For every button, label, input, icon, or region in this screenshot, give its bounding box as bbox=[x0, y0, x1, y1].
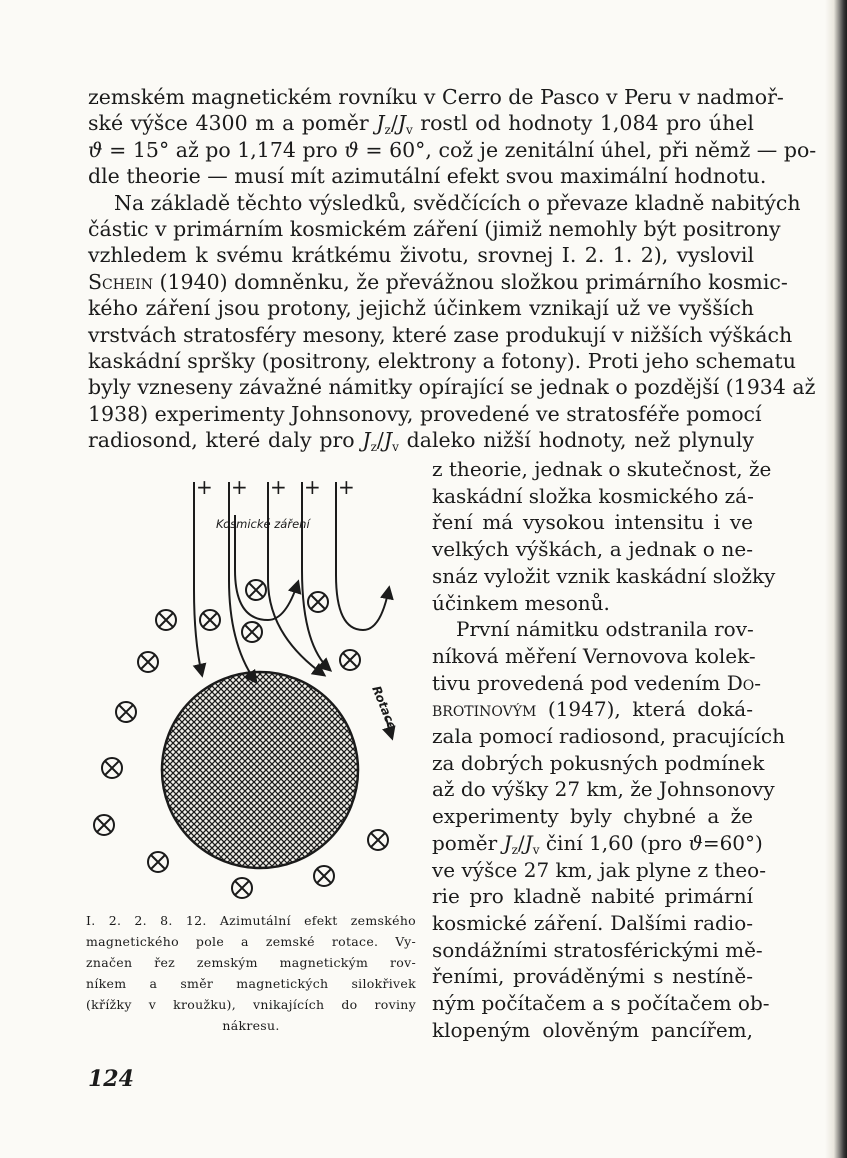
caption-line: nákresu. bbox=[222, 1018, 280, 1033]
figure-caption bbox=[86, 910, 416, 1036]
earth-disc bbox=[162, 672, 358, 868]
plus-sign: + bbox=[304, 475, 321, 499]
body-line: 1938) experimenty Johnsonovy, provedené ve stratosféře pomocí bbox=[88, 401, 762, 426]
field-line-marker bbox=[116, 702, 136, 722]
field-line-marker bbox=[246, 580, 266, 600]
plus-sign: + bbox=[270, 475, 287, 499]
field-line-marker bbox=[138, 652, 158, 672]
plus-sign: + bbox=[231, 475, 248, 499]
field-line-marker bbox=[368, 830, 388, 850]
right-column-line: až do výšky 27 km, že Johnsonovy bbox=[432, 777, 775, 802]
right-column-line: z theorie, jednak o skutečnost, že bbox=[432, 457, 772, 481]
field-line-marker bbox=[314, 866, 334, 886]
caption-line: (křížky v kroužku), vnikajících do roviny bbox=[86, 997, 416, 1012]
right-column-line: velkých výškách, a jednak o ne- bbox=[432, 537, 753, 562]
ray-path-1 bbox=[194, 482, 202, 675]
field-line-marker bbox=[200, 610, 220, 630]
right-column-line: rie pro kladně nabité primární bbox=[432, 884, 753, 909]
right-column-line: za dobrých pokusných podmínek bbox=[432, 750, 765, 775]
right-column-line: sondážními stratosférickými mě- bbox=[432, 937, 763, 962]
right-column-line: zala pomocí radiosond, pracujících bbox=[432, 724, 786, 748]
ray-path-4 bbox=[302, 482, 330, 670]
field-line-marker bbox=[94, 815, 114, 835]
right-column-line: poměr $J_z/J_v$ činí 1,60 (pro ϑ=60°) bbox=[432, 830, 763, 857]
field-line-marker bbox=[232, 878, 252, 898]
right-column-line: účinkem mesonů. bbox=[432, 590, 610, 615]
right-column-line: snáz vyložit vznik kaskádní složky bbox=[432, 563, 776, 588]
plus-sign: + bbox=[338, 475, 355, 499]
right-column-line: První námitku odstranila rov- bbox=[456, 617, 754, 642]
right-column-line: kosmické záření. Dalšími radio- bbox=[432, 910, 753, 935]
body-line: vrstvách stratosféry mesony, které zase produkují v nižších výškách bbox=[88, 322, 793, 347]
caption-line: magnetického pole a zemské rotace. Vy- bbox=[86, 934, 416, 949]
right-column-line: experimenty byly chybné a že bbox=[432, 804, 753, 829]
azimuthal-effect-figure bbox=[86, 470, 426, 910]
field-line-marker bbox=[102, 758, 122, 778]
right-column-line: řeními, prováděnými s nestíně- bbox=[432, 964, 753, 989]
body-line: částic v primárním kosmickém záření (jimiž nemohly být positrony bbox=[88, 217, 781, 241]
right-column-line: ve výšce 27 km, jak plyne z theo- bbox=[432, 857, 766, 882]
plus-sign: + bbox=[196, 475, 213, 499]
caption-line: značen řez zemským magnetickým rov- bbox=[86, 955, 416, 970]
right-column-line: klopeným olověným pancířem, bbox=[432, 1017, 753, 1042]
body-line: Schein (1940) domněnku, že převážnou složkou primárního kosmic- bbox=[88, 269, 788, 294]
caption-line: I. 2. 2. 8. 12. Azimutální efekt zemského bbox=[86, 913, 416, 928]
body-line: Na základě těchto výsledků, svědčících o převaze kladně nabitých bbox=[114, 190, 801, 215]
field-line-marker bbox=[308, 592, 328, 612]
body-line: dle theorie — musí mít azimutální efekt svou maximální hodnotu. bbox=[88, 164, 767, 189]
body-line: kého záření jsou protony, jejichž účinkem vznikají už ve vyšších bbox=[88, 296, 754, 321]
body-line: byly vzneseny závažné námitky opírající se jednak o pozdější (1934 až bbox=[88, 375, 816, 400]
right-column-line: níková měření Vernovova kolek- bbox=[432, 643, 756, 668]
caption-line: níkem a směr magnetických silokřivek bbox=[86, 976, 416, 991]
page-number: 124 bbox=[88, 1066, 134, 1092]
field-line-marker bbox=[148, 852, 168, 872]
right-column-line: kaskádní složka kosmického zá- bbox=[432, 483, 754, 508]
field-line-marker bbox=[156, 610, 176, 630]
field-line-marker bbox=[242, 622, 262, 642]
ray-path-6 bbox=[336, 482, 389, 630]
body-line: kaskádní spršky (positrony, elektrony a fotony). Proti jeho schematu bbox=[88, 349, 796, 373]
body-line: radiosond, které daly pro $J_z/J_v$ daleko nižší hodnoty, než plynuly bbox=[88, 428, 754, 455]
field-line-marker bbox=[340, 650, 360, 670]
right-column-line: tivu provedená pod vedením Do- bbox=[432, 670, 761, 695]
page-edge-shadow bbox=[825, 0, 847, 1158]
body-line: ϑ = 15° až po 1,174 pro ϑ = 60°, což je zenitální úhel, při němž — po- bbox=[88, 137, 817, 162]
body-line: zemském magnetickém rovníku v Cerro de Pasco v Peru v nadmoř- bbox=[88, 85, 784, 109]
right-column-line: ným počítačem a s počítačem ob- bbox=[432, 991, 770, 1015]
ray-path-3 bbox=[268, 482, 324, 675]
rotation-label: Rotace bbox=[369, 683, 400, 732]
figure-svg bbox=[86, 470, 426, 910]
right-column-line: brotinovým (1947), která doká- bbox=[432, 697, 753, 722]
right-column-line: ření má vysokou intensitu i ve bbox=[432, 510, 753, 535]
body-line: ské výšce 4300 m a poměr $J_z/J_v$ rostl od hodnoty 1,084 pro úhel bbox=[88, 111, 754, 138]
cosmic-radiation-label: Kosmické záření bbox=[216, 517, 310, 531]
body-line: vzhledem k svému krátkému životu, srovnej I. 2. 1. 2), vyslovil bbox=[88, 243, 754, 268]
